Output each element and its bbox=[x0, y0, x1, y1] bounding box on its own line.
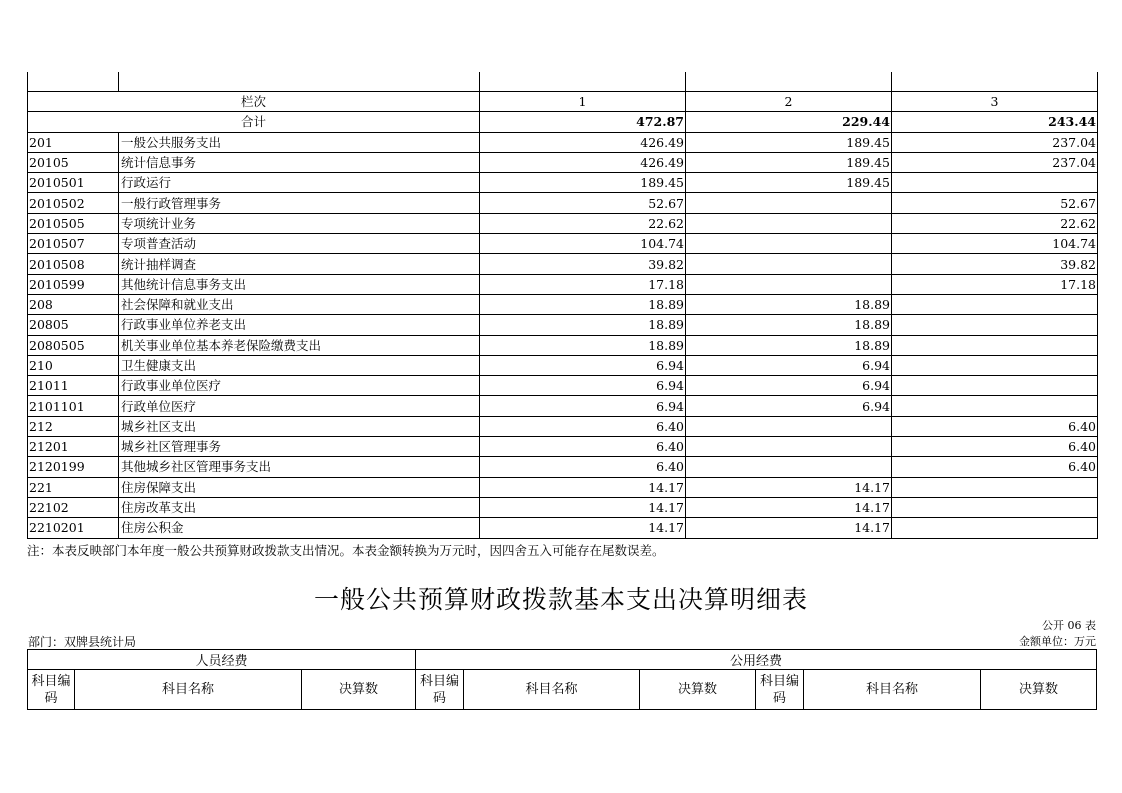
table-row bbox=[28, 213, 1098, 233]
row-code: 2010599 bbox=[28, 274, 119, 294]
department-label: 部门：双牌县统计局 bbox=[28, 635, 137, 649]
section-title: 一般公共预算财政拨款基本支出决算明细表 bbox=[313, 585, 808, 614]
row-code: 22102 bbox=[28, 497, 119, 517]
table-row bbox=[28, 477, 1098, 497]
table-row bbox=[28, 416, 1098, 436]
col-code: 科目编 码 bbox=[28, 670, 75, 710]
column-index-2: 2 bbox=[686, 92, 892, 112]
row-value-2 bbox=[686, 213, 892, 233]
row-value-1: 22.62 bbox=[480, 213, 686, 233]
row-value-3: 52.67 bbox=[892, 193, 1098, 213]
row-name: 一般公共服务支出 bbox=[119, 132, 480, 152]
row-value-3: 237.04 bbox=[892, 152, 1098, 172]
row-value-2: 189.45 bbox=[686, 173, 892, 193]
total-label: 合计 bbox=[28, 112, 480, 132]
row-value-3 bbox=[892, 497, 1098, 517]
row-value-1: 14.17 bbox=[480, 477, 686, 497]
row-code: 2210201 bbox=[28, 518, 119, 538]
row-value-1: 104.74 bbox=[480, 234, 686, 254]
column-index-label: 栏次 bbox=[28, 92, 480, 112]
column-index-1: 1 bbox=[480, 92, 686, 112]
row-name: 机关事业单位基本养老保险缴费支出 bbox=[119, 335, 480, 355]
row-value-1: 18.89 bbox=[480, 315, 686, 335]
row-value-2: 6.94 bbox=[686, 355, 892, 375]
table-row bbox=[28, 335, 1098, 355]
row-value-1: 6.40 bbox=[480, 437, 686, 457]
total-row bbox=[28, 112, 1098, 132]
row-value-1: 426.49 bbox=[480, 132, 686, 152]
row-value-1: 39.82 bbox=[480, 254, 686, 274]
col-code: 科目编 码 bbox=[756, 670, 804, 710]
row-code: 2120199 bbox=[28, 457, 119, 477]
table-note: 注：本表反映部门本年度一般公共预算财政拨款支出情况。本表金额转换为万元时，因四舍五入可能存在尾数误差。 bbox=[27, 543, 665, 558]
col-code: 科目编 码 bbox=[416, 670, 464, 710]
row-value-1: 6.40 bbox=[480, 457, 686, 477]
row-value-3 bbox=[892, 376, 1098, 396]
row-value-3 bbox=[892, 315, 1098, 335]
col-name: 科目名称 bbox=[804, 670, 981, 710]
total-value-2: 229.44 bbox=[686, 112, 892, 132]
row-value-2: 18.89 bbox=[686, 315, 892, 335]
row-code: 2010502 bbox=[28, 193, 119, 213]
row-value-1: 14.17 bbox=[480, 518, 686, 538]
group-header-row bbox=[28, 650, 1097, 670]
row-value-3 bbox=[892, 173, 1098, 193]
row-name: 住房改革支出 bbox=[119, 497, 480, 517]
table-row bbox=[28, 152, 1098, 172]
table-row bbox=[28, 294, 1098, 314]
table-row bbox=[28, 437, 1098, 457]
row-code: 208 bbox=[28, 294, 119, 314]
row-value-2 bbox=[686, 437, 892, 457]
row-name: 统计抽样调查 bbox=[119, 254, 480, 274]
row-code: 20805 bbox=[28, 315, 119, 335]
row-name: 住房公积金 bbox=[119, 518, 480, 538]
table-row bbox=[28, 173, 1098, 193]
row-name: 行政事业单位养老支出 bbox=[119, 315, 480, 335]
row-name: 一般行政管理事务 bbox=[119, 193, 480, 213]
table-row bbox=[28, 376, 1098, 396]
table-row bbox=[28, 518, 1098, 538]
table-row bbox=[28, 396, 1098, 416]
form-code: 公开 06 表 bbox=[1042, 619, 1096, 632]
row-value-2: 18.89 bbox=[686, 294, 892, 314]
row-value-2 bbox=[686, 274, 892, 294]
row-value-3: 22.62 bbox=[892, 213, 1098, 233]
unit-label: 金额单位：万元 bbox=[1019, 635, 1096, 648]
row-value-2: 18.89 bbox=[686, 335, 892, 355]
row-name: 城乡社区支出 bbox=[119, 416, 480, 436]
table-row bbox=[28, 254, 1098, 274]
row-value-3 bbox=[892, 294, 1098, 314]
row-name: 其他统计信息事务支出 bbox=[119, 274, 480, 294]
col-amount: 决算数 bbox=[640, 670, 756, 710]
table-row bbox=[28, 234, 1098, 254]
row-value-1: 52.67 bbox=[480, 193, 686, 213]
row-code: 21201 bbox=[28, 437, 119, 457]
row-value-1: 6.94 bbox=[480, 355, 686, 375]
row-value-3: 6.40 bbox=[892, 416, 1098, 436]
column-index-3: 3 bbox=[892, 92, 1098, 112]
table-row bbox=[28, 497, 1098, 517]
table-row bbox=[28, 132, 1098, 152]
row-code: 2080505 bbox=[28, 335, 119, 355]
row-name: 行政运行 bbox=[119, 173, 480, 193]
row-value-3 bbox=[892, 518, 1098, 538]
row-code: 21011 bbox=[28, 376, 119, 396]
row-code: 212 bbox=[28, 416, 119, 436]
row-name: 行政事业单位医疗 bbox=[119, 376, 480, 396]
expenditure-table bbox=[27, 72, 1098, 539]
col-name: 科目名称 bbox=[75, 670, 302, 710]
row-value-1: 6.40 bbox=[480, 416, 686, 436]
row-value-2 bbox=[686, 234, 892, 254]
row-value-3: 104.74 bbox=[892, 234, 1098, 254]
table-row bbox=[28, 457, 1098, 477]
row-name: 住房保障支出 bbox=[119, 477, 480, 497]
row-value-3 bbox=[892, 477, 1098, 497]
row-name: 专项统计业务 bbox=[119, 213, 480, 233]
row-name: 其他城乡社区管理事务支出 bbox=[119, 457, 480, 477]
row-value-3: 39.82 bbox=[892, 254, 1098, 274]
col-amount: 决算数 bbox=[981, 670, 1097, 710]
row-value-1: 6.94 bbox=[480, 376, 686, 396]
row-value-3 bbox=[892, 396, 1098, 416]
col-name: 科目名称 bbox=[464, 670, 640, 710]
row-code: 2010507 bbox=[28, 234, 119, 254]
column-header-row bbox=[28, 670, 1097, 710]
row-value-1: 14.17 bbox=[480, 497, 686, 517]
row-value-1: 17.18 bbox=[480, 274, 686, 294]
row-value-1: 426.49 bbox=[480, 152, 686, 172]
row-value-2: 14.17 bbox=[686, 497, 892, 517]
total-value-1: 472.87 bbox=[480, 112, 686, 132]
row-value-2: 14.17 bbox=[686, 477, 892, 497]
column-index-row bbox=[28, 92, 1098, 112]
row-value-3 bbox=[892, 335, 1098, 355]
row-code: 20105 bbox=[28, 152, 119, 172]
row-name: 统计信息事务 bbox=[119, 152, 480, 172]
row-value-2: 6.94 bbox=[686, 396, 892, 416]
row-value-2 bbox=[686, 254, 892, 274]
group-public: 公用经费 bbox=[416, 650, 1097, 670]
row-code: 2010508 bbox=[28, 254, 119, 274]
row-code: 2010501 bbox=[28, 173, 119, 193]
row-code: 2010505 bbox=[28, 213, 119, 233]
row-code: 201 bbox=[28, 132, 119, 152]
table-row bbox=[28, 274, 1098, 294]
row-code: 221 bbox=[28, 477, 119, 497]
row-code: 2101101 bbox=[28, 396, 119, 416]
row-name: 卫生健康支出 bbox=[119, 355, 480, 375]
col-amount: 决算数 bbox=[302, 670, 416, 710]
row-name: 社会保障和就业支出 bbox=[119, 294, 480, 314]
row-value-2 bbox=[686, 416, 892, 436]
row-value-3: 6.40 bbox=[892, 437, 1098, 457]
table-stub-row bbox=[28, 72, 1098, 92]
row-value-2 bbox=[686, 457, 892, 477]
row-value-2: 189.45 bbox=[686, 132, 892, 152]
row-value-1: 18.89 bbox=[480, 294, 686, 314]
row-value-3: 17.18 bbox=[892, 274, 1098, 294]
row-value-1: 189.45 bbox=[480, 173, 686, 193]
row-name: 城乡社区管理事务 bbox=[119, 437, 480, 457]
row-name: 行政单位医疗 bbox=[119, 396, 480, 416]
group-personnel: 人员经费 bbox=[28, 650, 416, 670]
row-value-3: 6.40 bbox=[892, 457, 1098, 477]
row-value-2 bbox=[686, 193, 892, 213]
row-value-3 bbox=[892, 355, 1098, 375]
row-value-1: 6.94 bbox=[480, 396, 686, 416]
row-value-1: 18.89 bbox=[480, 335, 686, 355]
row-value-3: 237.04 bbox=[892, 132, 1098, 152]
row-name: 专项普查活动 bbox=[119, 234, 480, 254]
table-row bbox=[28, 315, 1098, 335]
row-code: 210 bbox=[28, 355, 119, 375]
row-value-2: 14.17 bbox=[686, 518, 892, 538]
row-value-2: 189.45 bbox=[686, 152, 892, 172]
table-row bbox=[28, 193, 1098, 213]
row-value-2: 6.94 bbox=[686, 376, 892, 396]
total-value-3: 243.44 bbox=[892, 112, 1098, 132]
table-row bbox=[28, 355, 1098, 375]
basic-expenditure-table bbox=[27, 649, 1097, 710]
